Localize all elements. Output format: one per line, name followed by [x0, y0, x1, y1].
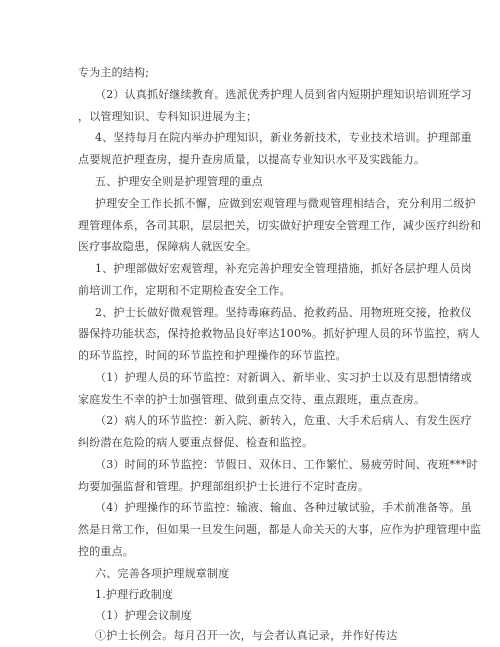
text-line: （3）时间的环节监控：节假日、双休日、工作繁忙、易疲劳时间、夜班***时 [95, 458, 478, 471]
text-line: 的环节监控，时间的环节监控和护理操作的环节监控。 [78, 349, 347, 362]
text-line: 纠纷潜在危险的病人要重点督促、检查和监控。 [78, 436, 314, 449]
text-line: 然是日常工作，但如果一旦发生问题，都是人命关天的大事，应作为护理管理中监 [78, 523, 482, 536]
text-line: ，以管理知识、专科知识进展为主； [78, 110, 258, 123]
text-line: 2、护士长做好微观管理。坚持毒麻药品、抢救药品、用物班班交接，抢救仪 [95, 306, 472, 319]
text-line: 前培训工作，定期和不定期检查安全工作。 [78, 284, 291, 297]
text-line: 4、坚持每月在院内举办护理知识，新业务新技术，专业技术培训。护理部重 [95, 131, 472, 144]
text-line: 专为主的结构; [78, 66, 150, 79]
text-line: 器保持功能状态，保持抢救物品良好率达100%。抓好护理人员的环节监控，病人 [78, 327, 480, 340]
text-line: 均要加强监督和管理。护理部组织护士长进行不定时查房。 [78, 480, 370, 493]
subsection-heading: （1）护理会议制度 [95, 609, 192, 622]
text-line: ①护士长例会。每月召开一次，与会者认真记录，并作好传达 [95, 629, 398, 642]
text-line: 家庭发生不幸的护士加强管理、做到重点交待、重点跟班，重点查房。 [78, 393, 426, 406]
text-line: （4）护理操作的环节监控：输液、输血、各种过敏试验，手术前准备等。虽 [95, 501, 472, 514]
section-heading: 五、护理安全则是护理管理的重点 [95, 175, 263, 188]
text-line: （2）认真抓好继续教育。选派优秀护理人员到省内短期护理知识培训班学习 [95, 88, 472, 101]
text-line: 护理安全工作长抓不懈，应做到宏观管理与微观管理相结合，充分利用二级护 [95, 197, 476, 210]
text-line: 医疗事故隐患，保障病人就医安全。 [78, 240, 258, 253]
text-line: （2）病人的环节监控：新入院、新转入，危重、大手术后病人、有发生医疗 [95, 414, 472, 427]
text-line: 理管理体系，各司其职，层层把关，切实做好护理安全管理工作，减少医疗纠纷和 [78, 219, 482, 232]
text-line: 点要规范护理查房，提升查房质量，以提高专业知识水平及实践能力。 [78, 153, 426, 166]
subsection-heading: 1.护理行政制度 [95, 588, 174, 601]
text-line: 控的重点。 [78, 545, 134, 558]
text-line: （1）护理人员的环节监控：对新调入、新毕业、实习护士以及有思想情绪或 [95, 371, 472, 384]
text-line: 1、护理部做好宏观管理，补充完善护理安全管理措施，抓好各层护理人员岗 [95, 262, 472, 275]
section-heading: 六、完善各项护理规章制度 [95, 567, 230, 580]
